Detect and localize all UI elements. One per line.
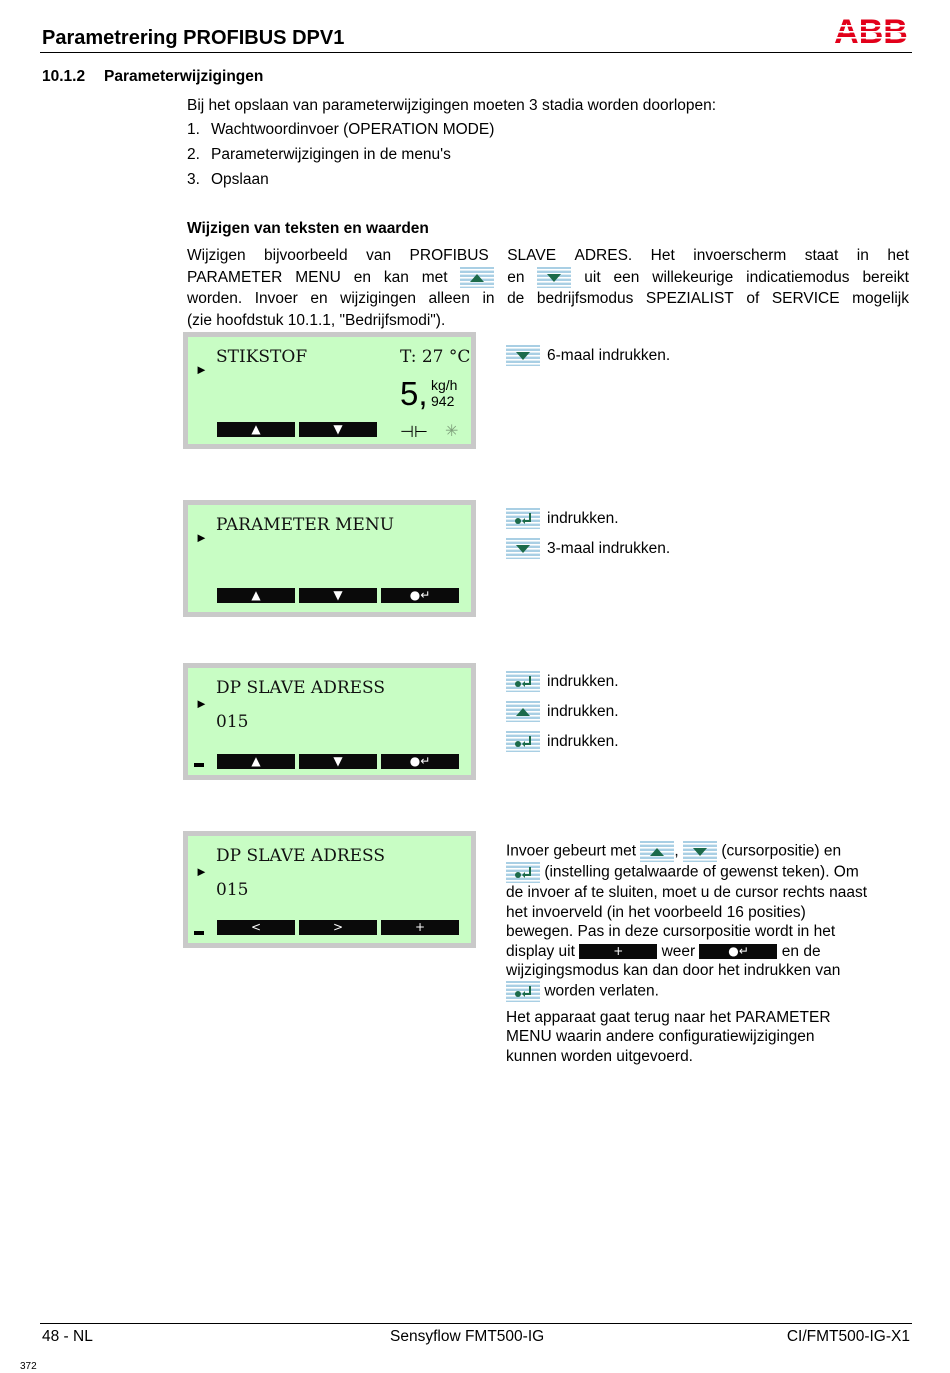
display-value-small: 942 [431,393,455,409]
footer-center: Sensyflow FMT500-IG [390,1328,545,1345]
display-line2: 015 [216,712,249,732]
softkey-enter[interactable]: ●↵ [381,754,459,769]
display-line1: DP SLAVE ADRESS [216,678,386,698]
lcd-display-1 [183,332,476,449]
softkey-up[interactable]: ▲ [217,754,295,769]
footer-left: 48 - NL [42,1328,93,1345]
status-icon: ⊣⊢ [400,424,428,441]
display-line1: DP SLAVE ADRESS [216,846,386,866]
softkey-left[interactable]: < [217,920,295,935]
up-key-icon [460,267,494,288]
list-item: 1. Wachtwoordinvoer (OPERATION MODE) [187,121,495,138]
softkey-up[interactable]: ▲ [217,588,295,603]
cursor-indicator [194,763,204,767]
page-number: 372 [20,1361,37,1372]
pointer-icon: ► [195,864,208,879]
list-item: 3. Opslaan [187,171,269,188]
instruction-row: indrukken. [506,508,619,529]
display-line1: PARAMETER MENU [216,515,395,535]
softkey-down[interactable]: ▼ [299,588,377,603]
page-header-title: Parametrering PROFIBUS DPV1 [42,27,345,49]
subheading: Wijzigen van teksten en waarden [187,220,429,237]
pointer-icon: ► [195,696,208,711]
softkey-up[interactable]: ▲ [217,422,295,437]
down-key-icon [506,345,540,366]
section-title: Parameterwijzigingen [104,68,264,85]
instruction-row: 3-maal indrukken. [506,538,670,559]
abb-logo [832,16,910,46]
pointer-icon: ► [195,530,208,545]
up-key-icon [506,701,540,722]
enter-key-icon [506,862,540,883]
enter-key-icon [506,671,540,692]
list-item: 2. Parameterwijzigingen in de menu's [187,146,451,163]
instruction-row: indrukken. [506,701,619,722]
display-unit: kg/h [431,377,458,393]
down-key-icon [683,841,717,862]
star-icon: ✳ [445,423,459,440]
display-line2: 015 [216,880,249,900]
lcd-display-2 [183,500,476,617]
softkey-plus[interactable]: + [381,920,459,935]
instruction-row: indrukken. [506,731,619,752]
display-value-big: 5, [400,375,428,412]
down-key-icon [537,267,571,288]
footer-rule [40,1323,912,1324]
intro-paragraph: Bij het opslaan van parameterwijzigingen moeten 3 stadia worden doorlopen: [187,97,717,114]
body-paragraph: Wijzigen bijvoorbeeld van PROFIBUS SLAVE ADRES. Het invoerscherm staat in het PARAMETER MENU en kan met en uit een willekeurige indicatiemodus bereikt worden. Invoer en wijzigingen alleen in de bedrijfsmodus SPEZIALIST of SERVICE mogelijk (zie hoofdstuk 10.1.1, "Bedrijfsmodi"). [187,247,909,329]
lcd-display-4 [183,831,476,948]
instruction-row: 6-maal indrukken. [506,345,670,366]
up-key-icon [640,841,674,862]
instruction-block: Invoer gebeurt met , (cursorpositie) en (instelling getalwaarde of gewenst teken). Om de invoer af te sluiten, moet u de cursor rechts naast het invoerveld (in het voorbeeld 16 posities) bewegen. Pas in deze cursorpositie wordt in het display uit + weer ●↵ en de wijzigingsmodus kan dan door het indrukken van worden verlaten. Het apparaat gaat terug naar het PARAMETER MENU waarin andere configuratiewijzigingen kunnen worden uitgevoerd. [506,842,867,1065]
pointer-icon: ► [195,362,208,377]
header-rule [40,52,912,53]
softkey-down[interactable]: ▼ [299,754,377,769]
softkey-down[interactable]: ▼ [299,422,377,437]
enter-key-icon [506,731,540,752]
display-line1: STIKSTOF [216,347,308,367]
cursor-indicator [194,931,204,935]
section-heading [42,68,263,86]
enter-softkey-icon: ●↵ [699,944,777,959]
plus-key-icon: + [579,944,657,959]
lcd-display-3 [183,663,476,780]
display-temperature: T: 27 °C [400,347,471,367]
enter-key-icon [506,508,540,529]
softkey-enter[interactable]: ●↵ [381,588,459,603]
down-key-icon [506,538,540,559]
softkey-right[interactable]: > [299,920,377,935]
instruction-row: indrukken. [506,671,619,692]
footer-right: CI/FMT500-IG-X1 [786,1328,910,1345]
section-number: 10.1.2 [42,68,86,85]
enter-key-icon [506,981,540,1002]
